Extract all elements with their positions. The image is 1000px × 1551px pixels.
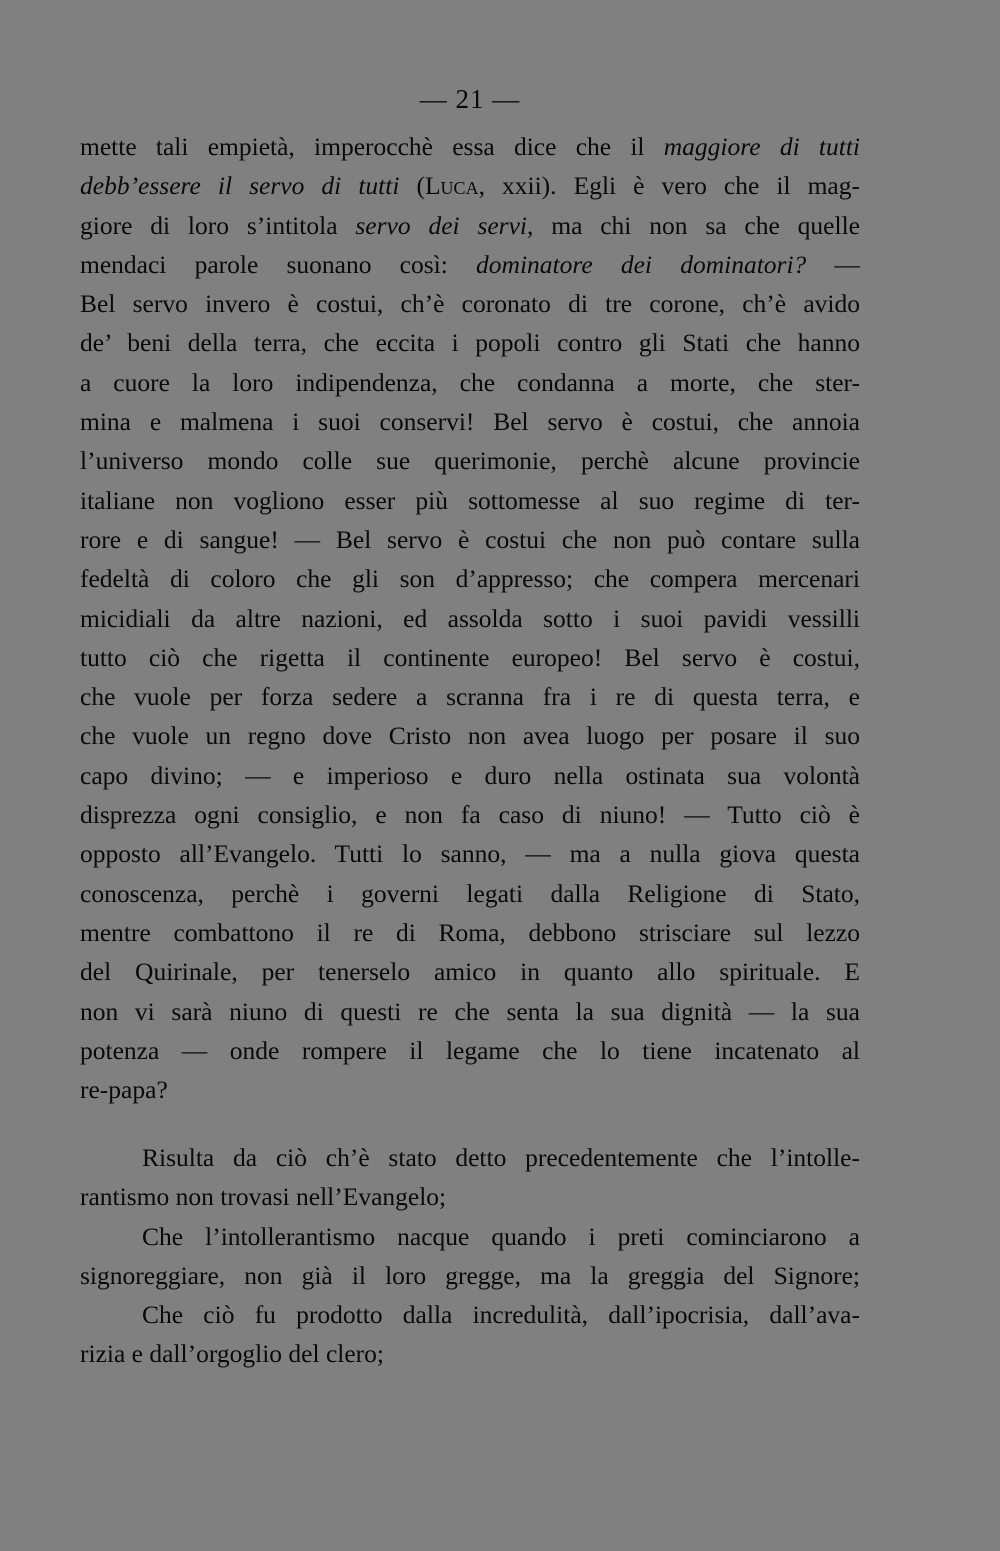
- text-line: disprezza ogni consiglio, e non fa caso di niuno! — Tutto ciò è: [80, 800, 860, 830]
- text-line: re-papa?: [80, 1075, 168, 1105]
- italic-span: debb’essere il servo di tutti: [80, 171, 400, 201]
- text-line: Che ciò fu prodotto dalla incredulità, dall’ipocrisia, dall’ava-: [142, 1300, 860, 1330]
- text-span: , xxii). Egli è vero che il mag-: [478, 171, 860, 201]
- text-line: del Quirinale, per tenerselo amico in quanto allo spirituale. E: [80, 957, 860, 987]
- text-line: signoreggiare, non già il loro gregge, ma la greggia del Signore;: [80, 1260, 860, 1290]
- text-line: [80, 166, 860, 205]
- text-line: tutto ciò che rigetta il continente europeo! Bel servo è costui,: [80, 642, 860, 672]
- text-line: Bel servo invero è costui, ch’è coronato di tre corone, ch’è avido: [80, 289, 860, 319]
- page-number: — 21 —: [419, 84, 521, 114]
- text-line: l’universo mondo colle sue querimonie, perchè alcune provincie: [80, 446, 860, 476]
- text-line: mentre combattono il re di Roma, debbono strisciare sul lezzo: [80, 917, 860, 947]
- text-line: potenza — onde rompere il legame che lo tiene incatenato al: [80, 1035, 860, 1065]
- italic-span: servo dei servi: [355, 210, 528, 240]
- text-line: che vuole un regno dove Cristo non avea luogo per posare il suo: [80, 721, 860, 751]
- text-line: [80, 245, 860, 284]
- text-line: opposto all’Evangelo. Tutti lo sanno, — ma a nulla giova questa: [80, 839, 860, 869]
- text-line: [80, 206, 860, 245]
- text-span: —: [806, 249, 860, 279]
- text-line: micidiali da altre nazioni, ed assolda sotto i suoi pavidi vessilli: [80, 603, 860, 633]
- paragraph-2: [80, 1138, 860, 1374]
- text-span: (: [399, 171, 425, 201]
- paragraph-1: [80, 127, 860, 1109]
- italic-span: maggiore di tutti: [663, 132, 860, 161]
- text-line: mina e malmena i suoi conservi! Bel servo è costui, che annoia: [80, 407, 860, 437]
- text-line: a cuore la loro indipendenza, che condanna a morte, che ster-: [80, 367, 860, 397]
- text-line: capo divino; — e imperioso e duro nella ostinata sua volontà: [80, 760, 860, 790]
- text-span: mette tali empietà, imperocchè essa dice che il: [80, 132, 664, 161]
- text-line: rantismo non trovasi nell’Evangelo;: [80, 1182, 447, 1212]
- italic-span: dominatore dei dominatori?: [476, 249, 807, 279]
- text-line: Che l’intollerantismo nacque quando i preti cominciarono a: [142, 1221, 860, 1251]
- text-line: che vuole per forza sedere a scranna fra i re di questa terra, e: [80, 682, 860, 712]
- text-line: Risulta da ciò ch’è stato detto precedentemente che l’intolle-: [142, 1143, 860, 1172]
- small-caps-span: Luca: [424, 171, 479, 201]
- text-line: rore e di sangue! — Bel servo è costui che non può contare sulla: [80, 524, 860, 554]
- text-span: giore di loro s’intitola: [80, 210, 356, 240]
- text-line: conoscenza, perchè i governi legati dalla Religione di Stato,: [80, 878, 860, 908]
- text-line: de’ beni della terra, che eccita i popoli contro gli Stati che hanno: [80, 328, 860, 358]
- text-span: , ma chi non sa che quelle: [527, 210, 860, 240]
- text-line: non vi sarà niuno di questi re che senta la sua dignità — la sua: [80, 996, 860, 1026]
- text-line: [80, 127, 860, 166]
- text-line: italiane non vogliono esser più sottomesse al suo regime di ter-: [80, 485, 860, 515]
- text-line: rizia e dall’orgoglio del clero;: [80, 1339, 384, 1369]
- text-span: mendaci parole suonano così:: [80, 249, 477, 279]
- text-line: fedeltà di coloro che gli son d’appresso; che compera mercenari: [80, 564, 860, 594]
